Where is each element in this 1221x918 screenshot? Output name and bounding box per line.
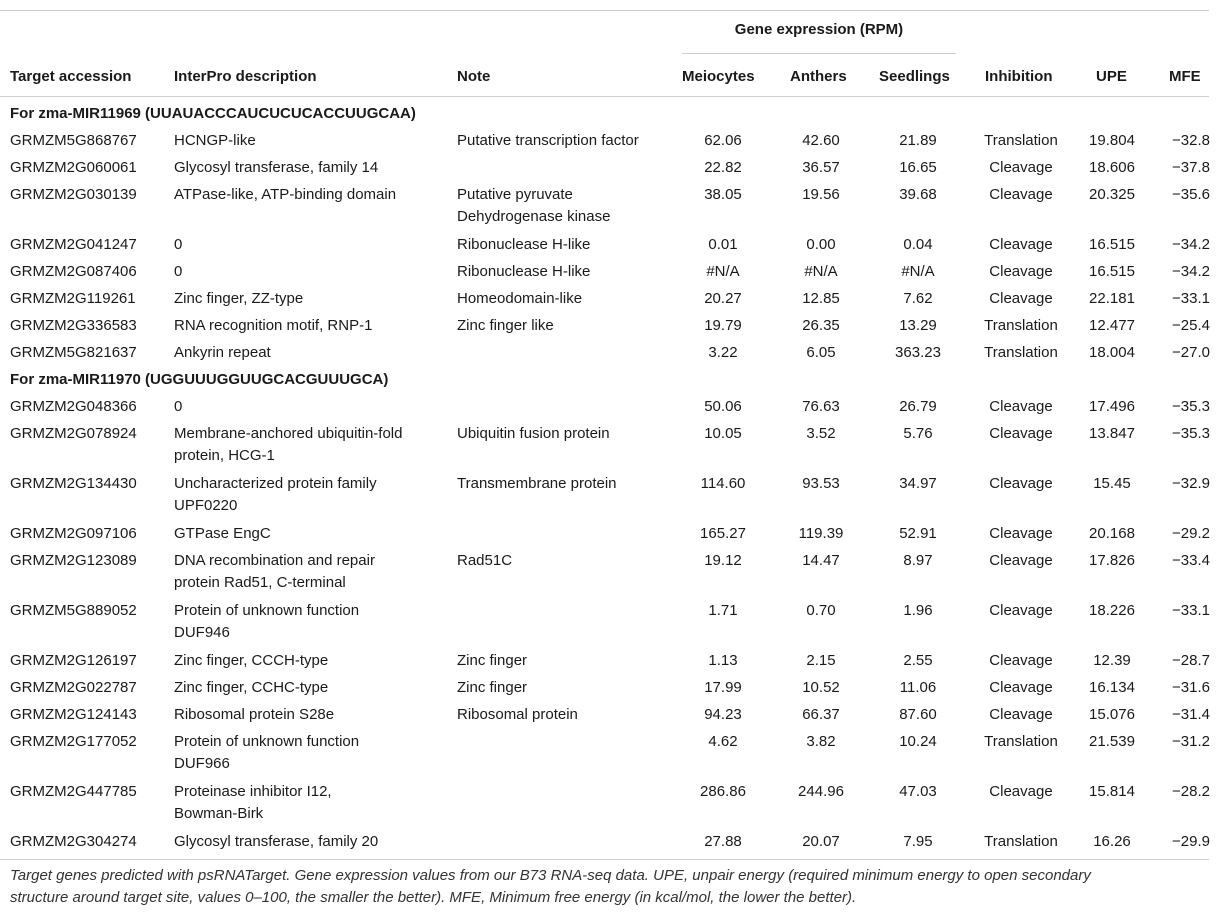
cell-inhibition: Cleavage <box>989 475 1053 492</box>
cell-inhibition: Cleavage <box>989 186 1053 203</box>
cell-seedlings: 21.89 <box>899 132 937 149</box>
cell-interpro-description <box>174 184 444 206</box>
cell-interpro-description-line: 0 <box>174 263 183 280</box>
cell-mfe: −27.0 <box>1172 344 1210 361</box>
cell-note <box>457 677 672 699</box>
cell-meiocytes: 114.60 <box>700 475 746 492</box>
cell-mfe: −33.1 <box>1172 602 1210 619</box>
cell-note-line: Zinc finger like <box>457 317 554 334</box>
cell-upe: 22.181 <box>1089 290 1135 307</box>
cell-anthers: 20.07 <box>802 833 840 850</box>
cell-interpro-description <box>174 315 444 337</box>
table-row <box>0 154 1215 181</box>
cell-seedlings: 11.06 <box>899 679 937 696</box>
cell-note-line: Ubiquitin fusion protein <box>457 425 610 442</box>
table-bottom-rule <box>0 859 1209 860</box>
header-bottom-rule <box>0 96 1209 97</box>
cell-note-line: Ribonuclease H-like <box>457 236 591 253</box>
cell-anthers: 14.47 <box>802 552 840 569</box>
cell-mfe: −33.4 <box>1172 552 1210 569</box>
cell-target-accession: GRMZM2G336583 <box>10 317 137 334</box>
cell-mfe: −33.1 <box>1172 290 1210 307</box>
cell-meiocytes: 94.23 <box>704 706 742 723</box>
cell-inhibition: Cleavage <box>989 425 1053 442</box>
cell-interpro-description-line: Zinc finger, CCHC-type <box>174 679 329 696</box>
cell-seedlings: 13.29 <box>899 317 937 334</box>
cell-target-accession: GRMZM2G119261 <box>10 290 136 307</box>
section-header-row <box>0 100 1215 127</box>
cell-inhibition: Translation <box>984 344 1058 361</box>
cell-upe: 17.496 <box>1089 398 1135 415</box>
cell-note <box>457 261 672 283</box>
cell-meiocytes: 1.13 <box>708 652 738 669</box>
cell-anthers: 93.53 <box>802 475 840 492</box>
cell-meiocytes: 62.06 <box>704 132 742 149</box>
cell-anthers: 36.57 <box>802 159 840 176</box>
cell-anthers: #N/A <box>804 263 838 280</box>
cell-interpro-description-line: Ribosomal protein S28e <box>174 706 335 723</box>
cell-seedlings: 7.95 <box>903 833 933 850</box>
cell-anthers: 76.63 <box>802 398 840 415</box>
cell-inhibition: Cleavage <box>989 706 1053 723</box>
cell-anthers: 19.56 <box>802 186 840 203</box>
cell-interpro-description-line: DUF946 <box>174 624 230 641</box>
cell-mfe: −29.9 <box>1172 833 1210 850</box>
table-row <box>0 393 1215 420</box>
cell-target-accession: GRMZM2G134430 <box>10 475 137 492</box>
cell-interpro-description <box>174 234 444 256</box>
cell-target-accession: GRMZM2G087406 <box>10 263 137 280</box>
cell-mfe: −32.8 <box>1172 132 1210 149</box>
cell-inhibition: Translation <box>984 317 1058 334</box>
cell-meiocytes: 38.05 <box>704 186 742 203</box>
cell-interpro-description-line: DUF966 <box>174 755 230 772</box>
cell-meiocytes: 286.86 <box>700 783 746 800</box>
cell-meiocytes: 17.99 <box>704 679 742 696</box>
table-row <box>0 828 1215 855</box>
header-interpro-description: InterPro description <box>174 68 317 85</box>
cell-interpro-description-line: GTPase EngC <box>174 525 271 542</box>
cell-upe: 18.226 <box>1089 602 1135 619</box>
table-row <box>0 470 1215 520</box>
cell-target-accession: GRMZM2G177052 <box>10 733 137 750</box>
cell-interpro-description-line: HCNGP-like <box>174 132 256 149</box>
gene-expression-group-header: Gene expression (RPM) <box>734 21 904 38</box>
cell-target-accession: GRMZM2G022787 <box>10 679 137 696</box>
cell-mfe: −31.6 <box>1172 679 1210 696</box>
cell-note <box>457 473 672 495</box>
header-mfe: MFE <box>1169 68 1201 85</box>
cell-meiocytes: 1.71 <box>708 602 738 619</box>
cell-interpro-description <box>174 600 444 644</box>
cell-seedlings: 39.68 <box>899 186 937 203</box>
cell-inhibition: Cleavage <box>989 290 1053 307</box>
cell-interpro-description <box>174 550 444 594</box>
cell-anthers: 3.52 <box>806 425 836 442</box>
cell-inhibition: Cleavage <box>989 652 1053 669</box>
cell-meiocytes: 27.88 <box>704 833 742 850</box>
cell-upe: 12.39 <box>1093 652 1131 669</box>
table-row <box>0 701 1215 728</box>
footnote-line: structure around target site, values 0–100, the smaller the better). MFE, Minimum free energy (in kcal/mol, the lower the better). <box>10 889 857 906</box>
cell-seedlings: 47.03 <box>899 783 937 800</box>
section-title: For zma-MIR11970 (UGGUUUGGUUGCACGUUUGCA) <box>10 371 389 388</box>
cell-upe: 12.477 <box>1089 317 1135 334</box>
cell-seedlings: 34.97 <box>899 475 937 492</box>
cell-interpro-description <box>174 523 444 545</box>
cell-seedlings: 5.76 <box>903 425 933 442</box>
cell-upe: 16.515 <box>1089 236 1135 253</box>
cell-interpro-description <box>174 423 444 467</box>
cell-mfe: −31.4 <box>1172 706 1210 723</box>
cell-upe: 19.804 <box>1089 132 1135 149</box>
cell-meiocytes: 3.22 <box>708 344 738 361</box>
cell-note <box>457 550 672 572</box>
cell-seedlings: 26.79 <box>899 398 937 415</box>
cell-upe: 15.814 <box>1089 783 1135 800</box>
cell-target-accession: GRMZM5G889052 <box>10 602 137 619</box>
cell-interpro-description-line: Glycosyl transferase, family 20 <box>174 833 379 850</box>
cell-interpro-description <box>174 473 444 517</box>
cell-interpro-description-line: Proteinase inhibitor I12, <box>174 783 332 800</box>
cell-upe: 18.606 <box>1089 159 1135 176</box>
table-row <box>0 728 1215 778</box>
cell-meiocytes: 4.62 <box>708 733 738 750</box>
cell-meiocytes: 19.79 <box>704 317 742 334</box>
cell-target-accession: GRMZM2G041247 <box>10 236 137 253</box>
table-row <box>0 181 1215 231</box>
cell-mfe: −25.4 <box>1172 317 1210 334</box>
cell-seedlings: 87.60 <box>899 706 937 723</box>
cell-anthers: 0.70 <box>806 602 836 619</box>
cell-target-accession: GRMZM2G078924 <box>10 425 137 442</box>
cell-note-line: Zinc finger <box>457 679 528 696</box>
cell-upe: 20.168 <box>1089 525 1135 542</box>
cell-interpro-description <box>174 781 444 825</box>
cell-target-accession: GRMZM2G126197 <box>10 652 137 669</box>
cell-interpro-description-line: Protein of unknown function <box>174 602 360 619</box>
table-row <box>0 520 1215 547</box>
cell-interpro-description <box>174 396 444 418</box>
cell-inhibition: Translation <box>984 833 1058 850</box>
header-target-accession: Target accession <box>10 68 132 85</box>
cell-seedlings: 7.62 <box>903 290 933 307</box>
cell-target-accession: GRMZM2G124143 <box>10 706 137 723</box>
cell-interpro-description <box>174 677 444 699</box>
cell-note-line: Homeodomain-like <box>457 290 583 307</box>
cell-target-accession: GRMZM5G821637 <box>10 344 137 361</box>
table-row <box>0 647 1215 674</box>
cell-mfe: −34.2 <box>1172 263 1210 280</box>
cell-seedlings: 52.91 <box>899 525 937 542</box>
cell-seedlings: #N/A <box>901 263 935 280</box>
cell-upe: 15.076 <box>1089 706 1135 723</box>
cell-note <box>457 234 672 256</box>
cell-upe: 20.325 <box>1089 186 1135 203</box>
cell-mfe: −31.2 <box>1172 733 1210 750</box>
cell-inhibition: Cleavage <box>989 398 1053 415</box>
cell-interpro-description-line: Zinc finger, ZZ-type <box>174 290 304 307</box>
cell-mfe: −35.6 <box>1172 186 1210 203</box>
header-anthers: Anthers <box>790 68 847 85</box>
cell-inhibition: Cleavage <box>989 236 1053 253</box>
cell-anthers: 119.39 <box>798 525 844 542</box>
cell-note <box>457 423 672 445</box>
cell-target-accession: GRMZM5G868767 <box>10 132 137 149</box>
cell-note <box>457 288 672 310</box>
cell-anthers: 6.05 <box>806 344 836 361</box>
cell-interpro-description-line: 0 <box>174 398 183 415</box>
cell-interpro-description <box>174 288 444 310</box>
header-inhibition: Inhibition <box>985 68 1053 85</box>
cell-meiocytes: 165.27 <box>700 525 746 542</box>
cell-anthers: 0.00 <box>806 236 836 253</box>
cell-interpro-description-line: UPF0220 <box>174 497 238 514</box>
cell-mfe: −28.7 <box>1172 652 1210 669</box>
cell-mfe: −29.2 <box>1172 525 1210 542</box>
cell-inhibition: Cleavage <box>989 552 1053 569</box>
cell-note-line: Putative pyruvate <box>457 186 573 203</box>
table-footnote <box>10 865 1210 909</box>
table-row <box>0 312 1215 339</box>
cell-seedlings: 16.65 <box>899 159 937 176</box>
cell-target-accession: GRMZM2G123089 <box>10 552 137 569</box>
cell-interpro-description-line: protein Rad51, C-terminal <box>174 574 346 591</box>
cell-seedlings: 0.04 <box>903 236 933 253</box>
table-row <box>0 258 1215 285</box>
cell-interpro-description-line: Protein of unknown function <box>174 733 360 750</box>
cell-seedlings: 2.55 <box>903 652 933 669</box>
cell-meiocytes: 0.01 <box>708 236 738 253</box>
gene-expression-group-rule <box>682 53 956 54</box>
cell-anthers: 3.82 <box>806 733 836 750</box>
cell-upe: 21.539 <box>1089 733 1135 750</box>
cell-note-line: Ribosomal protein <box>457 706 578 723</box>
cell-meiocytes: 20.27 <box>704 290 742 307</box>
cell-meiocytes: 19.12 <box>704 552 742 569</box>
cell-target-accession: GRMZM2G447785 <box>10 783 137 800</box>
cell-seedlings: 1.96 <box>903 602 933 619</box>
cell-mfe: −35.3 <box>1172 425 1210 442</box>
cell-note <box>457 650 672 672</box>
table-row <box>0 285 1215 312</box>
cell-anthers: 26.35 <box>802 317 840 334</box>
cell-note <box>457 130 672 152</box>
cell-inhibition: Cleavage <box>989 679 1053 696</box>
cell-note-line: Ribonuclease H-like <box>457 263 591 280</box>
cell-interpro-description <box>174 831 444 853</box>
cell-inhibition: Cleavage <box>989 159 1053 176</box>
cell-interpro-description-line: Uncharacterized protein family <box>174 475 377 492</box>
cell-interpro-description-line: ATPase-like, ATP-binding domain <box>174 186 397 203</box>
cell-inhibition: Cleavage <box>989 525 1053 542</box>
table-row <box>0 127 1215 154</box>
cell-upe: 16.26 <box>1093 833 1131 850</box>
cell-interpro-description-line: Bowman-Birk <box>174 805 264 822</box>
cell-meiocytes: 10.05 <box>704 425 742 442</box>
cell-upe: 18.004 <box>1089 344 1135 361</box>
cell-meiocytes: 22.82 <box>704 159 742 176</box>
table-row <box>0 420 1215 470</box>
cell-interpro-description-line: protein, HCG-1 <box>174 447 275 464</box>
cell-inhibition: Cleavage <box>989 602 1053 619</box>
cell-note-line: Zinc finger <box>457 652 528 669</box>
cell-meiocytes: 50.06 <box>704 398 742 415</box>
table-row <box>0 597 1215 647</box>
cell-note-line: Rad51C <box>457 552 513 569</box>
section-title: For zma-MIR11969 (UUAUACCCAUCUCUCACCUUGCAA) <box>10 105 416 122</box>
cell-inhibition: Translation <box>984 132 1058 149</box>
cell-interpro-description-line: Zinc finger, CCCH-type <box>174 652 329 669</box>
cell-note-line: Transmembrane protein <box>457 475 617 492</box>
cell-inhibition: Cleavage <box>989 263 1053 280</box>
cell-mfe: −32.9 <box>1172 475 1210 492</box>
cell-upe: 16.134 <box>1089 679 1135 696</box>
cell-upe: 13.847 <box>1089 425 1135 442</box>
cell-interpro-description <box>174 650 444 672</box>
header-upe: UPE <box>1096 68 1127 85</box>
cell-note <box>457 704 672 726</box>
cell-target-accession: GRMZM2G048366 <box>10 398 137 415</box>
cell-anthers: 42.60 <box>802 132 840 149</box>
cell-target-accession: GRMZM2G030139 <box>10 186 137 203</box>
cell-interpro-description <box>174 157 444 179</box>
cell-interpro-description <box>174 130 444 152</box>
cell-interpro-description-line: Ankyrin repeat <box>174 344 271 361</box>
cell-note-line: Dehydrogenase kinase <box>457 208 611 225</box>
cell-anthers: 2.15 <box>806 652 836 669</box>
cell-anthers: 12.85 <box>802 290 840 307</box>
table-body <box>0 100 1215 855</box>
cell-seedlings: 10.24 <box>899 733 937 750</box>
cell-mfe: −28.2 <box>1172 783 1210 800</box>
header-note: Note <box>457 68 491 85</box>
cell-note-line: Putative transcription factor <box>457 132 639 149</box>
cell-meiocytes: #N/A <box>706 263 740 280</box>
cell-anthers: 244.96 <box>798 783 844 800</box>
cell-target-accession: GRMZM2G304274 <box>10 833 137 850</box>
cell-anthers: 10.52 <box>802 679 840 696</box>
cell-upe: 15.45 <box>1093 475 1131 492</box>
table-row <box>0 547 1215 597</box>
header-seedlings: Seedlings <box>879 68 950 85</box>
footnote-line: Target genes predicted with psRNATarget. Gene expression values from our B73 RNA-seq data. UPE, unpair energy (required minimum energy to open secondary <box>10 867 1091 884</box>
cell-mfe: −35.3 <box>1172 398 1210 415</box>
cell-upe: 17.826 <box>1089 552 1135 569</box>
cell-inhibition: Translation <box>984 733 1058 750</box>
table-row <box>0 674 1215 701</box>
header-meiocytes: Meiocytes <box>682 68 755 85</box>
cell-interpro-description-line: 0 <box>174 236 183 253</box>
cell-target-accession: GRMZM2G097106 <box>10 525 137 542</box>
cell-seedlings: 363.23 <box>895 344 941 361</box>
cell-note <box>457 315 672 337</box>
cell-interpro-description <box>174 731 444 775</box>
table-top-rule <box>0 10 1209 11</box>
table-row <box>0 339 1215 366</box>
cell-target-accession: GRMZM2G060061 <box>10 159 137 176</box>
cell-interpro-description-line: DNA recombination and repair <box>174 552 375 569</box>
cell-upe: 16.515 <box>1089 263 1135 280</box>
cell-interpro-description-line: RNA recognition motif, RNP-1 <box>174 317 373 334</box>
cell-interpro-description <box>174 704 444 726</box>
cell-interpro-description-line: Glycosyl transferase, family 14 <box>174 159 379 176</box>
table-row <box>0 231 1215 258</box>
section-header-row <box>0 366 1215 393</box>
table-row <box>0 778 1215 828</box>
cell-mfe: −34.2 <box>1172 236 1210 253</box>
cell-inhibition: Cleavage <box>989 783 1053 800</box>
cell-interpro-description <box>174 342 444 364</box>
cell-anthers: 66.37 <box>802 706 840 723</box>
cell-interpro-description <box>174 261 444 283</box>
cell-mfe: −37.8 <box>1172 159 1210 176</box>
cell-seedlings: 8.97 <box>903 552 933 569</box>
cell-interpro-description-line: Membrane-anchored ubiquitin-fold <box>174 425 403 442</box>
cell-note <box>457 184 672 228</box>
